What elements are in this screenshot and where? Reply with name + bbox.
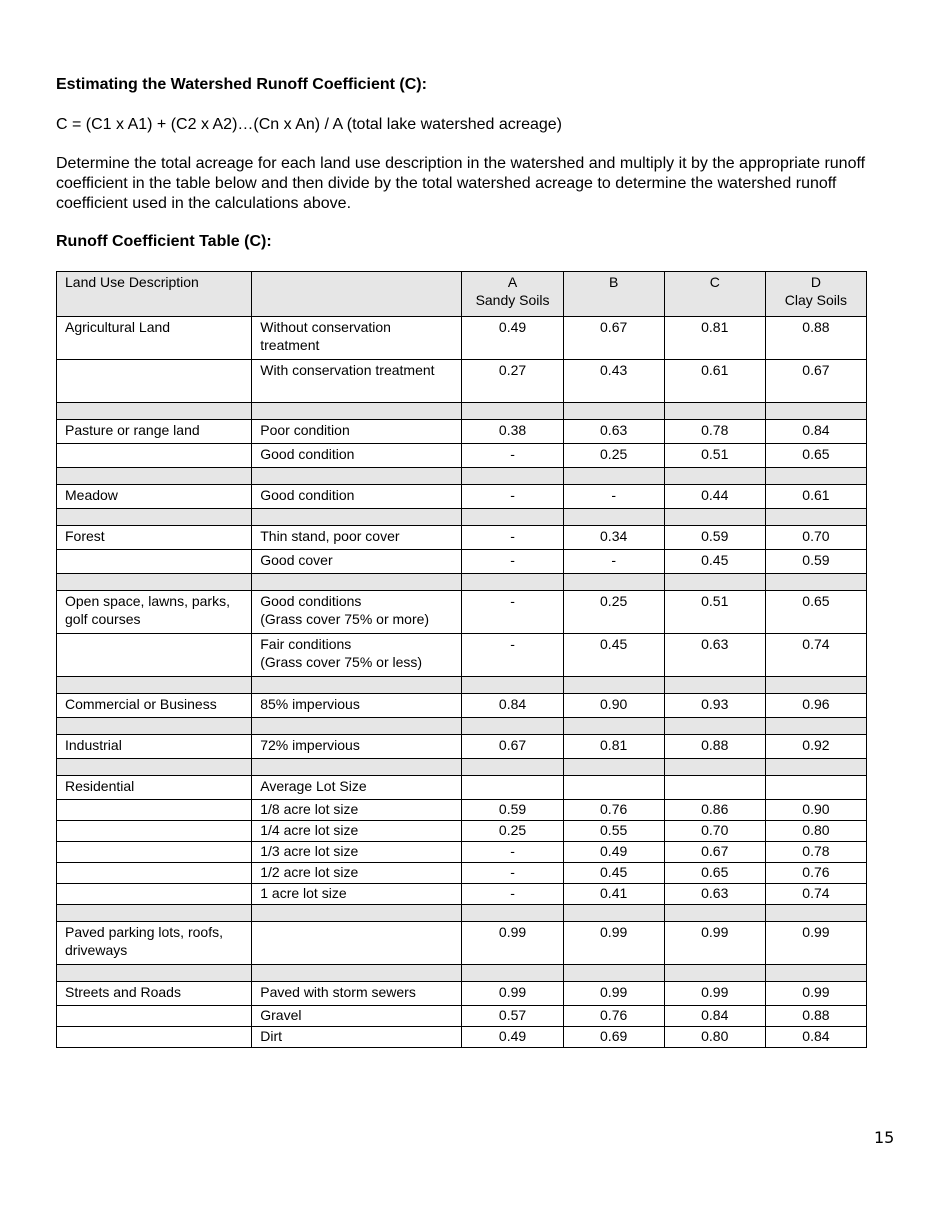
value-d-cell: 0.80 xyxy=(765,821,866,842)
value-d-cell: 0.70 xyxy=(765,526,866,550)
value-a-cell: - xyxy=(462,863,563,884)
value-d-cell: 0.88 xyxy=(765,317,866,360)
value-c-cell: 0.67 xyxy=(664,842,765,863)
land-use-cell xyxy=(57,842,252,863)
land-use-cell: Agricultural Land xyxy=(57,317,252,360)
value-c-cell: 0.99 xyxy=(664,922,765,965)
value-c-cell: 0.93 xyxy=(664,694,765,718)
condition-cell: 1/8 acre lot size xyxy=(252,800,462,821)
value-d-cell xyxy=(765,776,866,800)
spacer-row xyxy=(57,403,867,420)
spacer-row xyxy=(57,468,867,485)
table-row xyxy=(57,444,867,468)
table-row xyxy=(57,694,867,718)
table-row xyxy=(57,863,867,884)
value-d-cell: 0.90 xyxy=(765,800,866,821)
value-d-cell: 0.65 xyxy=(765,444,866,468)
value-a-cell: 0.99 xyxy=(462,982,563,1006)
value-c-cell: 0.65 xyxy=(664,863,765,884)
condition-cell: 1/3 acre lot size xyxy=(252,842,462,863)
land-use-cell: Streets and Roads xyxy=(57,982,252,1006)
table-row xyxy=(57,884,867,905)
value-d-cell: 0.78 xyxy=(765,842,866,863)
value-c-cell: 0.45 xyxy=(664,550,765,574)
table-row xyxy=(57,485,867,509)
value-b-cell: 0.99 xyxy=(563,922,664,965)
table-row xyxy=(57,821,867,842)
value-a-cell: 0.27 xyxy=(462,360,563,403)
value-a-cell: 0.25 xyxy=(462,821,563,842)
spacer-row xyxy=(57,759,867,776)
condition-cell: Good cover xyxy=(252,550,462,574)
spacer-row xyxy=(57,965,867,982)
value-c-cell: 0.59 xyxy=(664,526,765,550)
land-use-cell xyxy=(57,821,252,842)
value-d-cell: 0.96 xyxy=(765,694,866,718)
value-a-cell xyxy=(462,776,563,800)
value-b-cell: 0.45 xyxy=(563,863,664,884)
value-b-cell: 0.55 xyxy=(563,821,664,842)
header-soil-c: C xyxy=(664,272,765,317)
land-use-cell: Open space, lawns, parks, golf courses xyxy=(57,591,252,634)
value-b-cell: 0.76 xyxy=(563,1006,664,1027)
value-c-cell: 0.88 xyxy=(664,735,765,759)
value-a-cell: - xyxy=(462,550,563,574)
value-a-cell: - xyxy=(462,444,563,468)
spacer-row xyxy=(57,677,867,694)
value-c-cell: 0.63 xyxy=(664,884,765,905)
value-b-cell: 0.99 xyxy=(563,982,664,1006)
condition-line: (Grass cover 75% or more) xyxy=(260,611,430,627)
value-b-cell: 0.90 xyxy=(563,694,664,718)
value-a-cell: - xyxy=(462,526,563,550)
header-soil-a-sub: Sandy Soils xyxy=(475,292,550,308)
condition-cell: 1 acre lot size xyxy=(252,884,462,905)
land-use-cell: Paved parking lots, roofs, driveways xyxy=(57,922,252,965)
value-a-cell: - xyxy=(462,591,563,634)
header-land-use: Land Use Description xyxy=(57,272,252,317)
condition-cell xyxy=(252,922,462,965)
value-b-cell: 0.34 xyxy=(563,526,664,550)
value-d-cell: 0.74 xyxy=(765,884,866,905)
value-b-cell: 0.41 xyxy=(563,884,664,905)
land-use-cell xyxy=(57,550,252,574)
runoff-coefficient-table xyxy=(56,271,867,1048)
value-a-cell: 0.67 xyxy=(462,735,563,759)
condition-cell: Thin stand, poor cover xyxy=(252,526,462,550)
spacer-row xyxy=(57,905,867,922)
value-b-cell: 0.69 xyxy=(563,1027,664,1048)
value-b-cell: - xyxy=(563,485,664,509)
table-row xyxy=(57,317,867,360)
condition-cell: Without conservation treatment xyxy=(252,317,462,360)
land-use-cell: Meadow xyxy=(57,485,252,509)
table-row xyxy=(57,1027,867,1048)
value-a-cell: - xyxy=(462,884,563,905)
value-d-cell: 0.99 xyxy=(765,982,866,1006)
table-row xyxy=(57,800,867,821)
land-use-cell xyxy=(57,884,252,905)
value-c-cell: 0.78 xyxy=(664,420,765,444)
value-a-cell: 0.49 xyxy=(462,1027,563,1048)
condition-cell: Good condition xyxy=(252,444,462,468)
table-row xyxy=(57,360,867,403)
runoff-formula: C = (C1 x A1) + (C2 x A2)…(Cn x An) / A (total lake watershed acreage) xyxy=(56,116,562,133)
header-soil-d-sub: Clay Soils xyxy=(784,292,848,308)
land-use-cell: Residential xyxy=(57,776,252,800)
condition-line: Good conditions xyxy=(260,593,362,609)
land-use-cell xyxy=(57,800,252,821)
table-row xyxy=(57,842,867,863)
condition-cell: Poor condition xyxy=(252,420,462,444)
value-b-cell: 0.45 xyxy=(563,634,664,677)
condition-cell: Dirt xyxy=(252,1027,462,1048)
value-b-cell: 0.67 xyxy=(563,317,664,360)
land-use-cell xyxy=(57,1006,252,1027)
page-number: 15 xyxy=(874,1128,895,1147)
table-title: Runoff Coefficient Table (C): xyxy=(56,233,272,250)
table-row xyxy=(57,591,867,634)
table-row xyxy=(57,420,867,444)
land-use-cell: Industrial xyxy=(57,735,252,759)
value-b-cell: 0.63 xyxy=(563,420,664,444)
condition-cell xyxy=(252,634,462,677)
value-c-cell: 0.81 xyxy=(664,317,765,360)
value-c-cell: 0.80 xyxy=(664,1027,765,1048)
table-row xyxy=(57,776,867,800)
value-b-cell: - xyxy=(563,550,664,574)
value-d-cell: 0.84 xyxy=(765,420,866,444)
description-paragraph: Determine the total acreage for each land use description in the watershed and multiply it by the appropriate runoff coefficient in the table below and then divide by the total watershed acreage to determine the watershed runoff coefficient used in the calculations above. xyxy=(56,155,866,212)
land-use-cell xyxy=(57,1027,252,1048)
condition-cell: 72% impervious xyxy=(252,735,462,759)
header-soil-d xyxy=(765,272,866,317)
value-b-cell: 0.76 xyxy=(563,800,664,821)
header-soil-d-label: D xyxy=(810,274,821,290)
value-c-cell: 0.86 xyxy=(664,800,765,821)
value-a-cell: 0.99 xyxy=(462,922,563,965)
value-a-cell: 0.84 xyxy=(462,694,563,718)
value-d-cell: 0.65 xyxy=(765,591,866,634)
value-d-cell: 0.92 xyxy=(765,735,866,759)
table-row xyxy=(57,922,867,965)
value-a-cell: 0.38 xyxy=(462,420,563,444)
condition-cell xyxy=(252,591,462,634)
value-b-cell: 0.25 xyxy=(563,444,664,468)
table-row xyxy=(57,550,867,574)
value-d-cell: 0.67 xyxy=(765,360,866,403)
value-a-cell: 0.57 xyxy=(462,1006,563,1027)
header-condition xyxy=(252,272,462,317)
value-c-cell: 0.51 xyxy=(664,444,765,468)
value-a-cell: - xyxy=(462,485,563,509)
value-c-cell xyxy=(664,776,765,800)
condition-cell: Paved with storm sewers xyxy=(252,982,462,1006)
value-d-cell: 0.88 xyxy=(765,1006,866,1027)
spacer-row xyxy=(57,574,867,591)
condition-cell: 1/2 acre lot size xyxy=(252,863,462,884)
condition-line: (Grass cover 75% or less) xyxy=(260,654,423,670)
value-a-cell: - xyxy=(462,634,563,677)
value-a-cell: - xyxy=(462,842,563,863)
value-b-cell: 0.25 xyxy=(563,591,664,634)
table-row xyxy=(57,526,867,550)
table-header-row xyxy=(57,272,867,317)
value-a-cell: 0.49 xyxy=(462,317,563,360)
value-c-cell: 0.51 xyxy=(664,591,765,634)
value-c-cell: 0.44 xyxy=(664,485,765,509)
value-d-cell: 0.84 xyxy=(765,1027,866,1048)
land-use-cell xyxy=(57,634,252,677)
value-d-cell: 0.76 xyxy=(765,863,866,884)
value-b-cell: 0.81 xyxy=(563,735,664,759)
spacer-row xyxy=(57,718,867,735)
value-d-cell: 0.61 xyxy=(765,485,866,509)
spacer-row xyxy=(57,509,867,526)
table-row xyxy=(57,634,867,677)
value-d-cell: 0.74 xyxy=(765,634,866,677)
header-soil-a-label: A xyxy=(507,274,518,290)
land-use-cell: Commercial or Business xyxy=(57,694,252,718)
table-row xyxy=(57,1006,867,1027)
value-d-cell: 0.99 xyxy=(765,922,866,965)
condition-cell: 1/4 acre lot size xyxy=(252,821,462,842)
value-b-cell: 0.49 xyxy=(563,842,664,863)
condition-cell: With conservation treatment xyxy=(252,360,462,403)
condition-cell: Good condition xyxy=(252,485,462,509)
land-use-cell: Pasture or range land xyxy=(57,420,252,444)
value-c-cell: 0.84 xyxy=(664,1006,765,1027)
land-use-cell xyxy=(57,863,252,884)
value-c-cell: 0.61 xyxy=(664,360,765,403)
value-c-cell: 0.99 xyxy=(664,982,765,1006)
value-c-cell: 0.63 xyxy=(664,634,765,677)
land-use-cell xyxy=(57,360,252,403)
land-use-cell xyxy=(57,444,252,468)
header-soil-a xyxy=(462,272,563,317)
condition-cell: 85% impervious xyxy=(252,694,462,718)
land-use-cell: Forest xyxy=(57,526,252,550)
condition-cell: Average Lot Size xyxy=(252,776,462,800)
page-title: Estimating the Watershed Runoff Coefficient (C): xyxy=(56,76,427,93)
condition-line: Fair conditions xyxy=(260,636,352,652)
value-a-cell: 0.59 xyxy=(462,800,563,821)
condition-cell: Gravel xyxy=(252,1006,462,1027)
header-soil-b: B xyxy=(563,272,664,317)
value-b-cell: 0.43 xyxy=(563,360,664,403)
value-b-cell xyxy=(563,776,664,800)
value-c-cell: 0.70 xyxy=(664,821,765,842)
value-d-cell: 0.59 xyxy=(765,550,866,574)
table-row xyxy=(57,735,867,759)
table-row xyxy=(57,982,867,1006)
